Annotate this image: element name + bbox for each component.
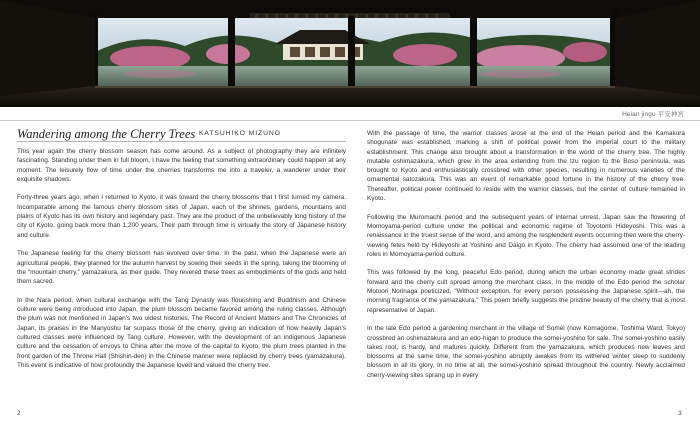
heian-jingu-photo bbox=[0, 0, 700, 107]
paragraph: Forty-three years ago, when I returned to Kyoto, it was toward the cherry blossoms that I first turned my camera. Incomparable among the famous cherry blossom sites of Japan, each of the shrines, gardens, mountains and plains of Kyoto has its own history and legendary past. They are the product of the unbelievably long history of the city of Kyoto, going back more than 1,200 years. Their path through time is virtually the story of Japanese history and culture. bbox=[17, 194, 346, 239]
page-number-right: 3 bbox=[678, 410, 682, 417]
paragraph: With the passage of time, the warrior classes arose at the end of the Heian period and the Kamakura shogunate was established, marking a shift of political power from the imperial court to the military establishment. This change also brought about a transformation in the world of the cherry tree. The highly mutable oshimazakura, which grew in the area extending from the Izu region to the Boso peninsula, was brought to Kyoto and enthusiastically crossbred with other species, resulting in numerous varieties of the ornamental satozakura. This was an event of remarkable good fortune in the history of the cherry tree. Thereafter, political power continued to reside with the warrior classes, but the center of culture remained in Kyoto. bbox=[367, 130, 685, 203]
page-number-left: 2 bbox=[17, 410, 21, 417]
right-column bbox=[367, 129, 685, 389]
article-title: Wandering among the Cherry Trees bbox=[17, 127, 196, 141]
left-column bbox=[17, 147, 346, 379]
paragraph: The Japanese feeling for the cherry blossom has evolved over time. In the past, when the Japanese were an agricultural people, they planned for the autumn harvest by sowing their seeds in the spring, taking the blooming of the “mountain cherry,” yamazakura, as their guide. They revered these trees as embodiments of the gods and held them sacred. bbox=[17, 250, 346, 286]
header-photo bbox=[0, 0, 700, 107]
title-divider bbox=[17, 141, 346, 142]
paragraph: Following the Muromachi period and the subsequent years of internal unrest, Japan saw the flowering of Momoyama-period culture under the political and economic regime of Toyotomi Hideyoshi. This was a renaissance in the truest sense of the word, and among the resplendent events occurring then were the cherry-viewing fetes held by Hideyoshi at Yoshino and Daigo in Kyoto. The cherry had assumed one of the leading roles in Momoyama-period culture. bbox=[367, 213, 685, 258]
divider bbox=[0, 120, 700, 121]
paragraph: In the late Edo period a gardening merchant in the village of Somei (now Komagome, Toshima Ward, Tokyo) crossbred an oshimazakura and an edo-higan to produce the somei-yoshino for sale. The somei-yoshino easily takes root, is hardy, and matures quickly. Different from the yamazakura, which produces new leaves and blossoms at the same time, the somei-yoshino abruptly awakes from its withered winter sleep to suddenly blossom in all its glory. In no time at all, the somei-yoshino spread throughout the country. Newly acclaimed cherry-viewing sites sprang up in every bbox=[367, 325, 685, 379]
paragraph: In the Nara period, when cultural exchange with the Tang Dynasty was flourishing and Buddhism and Chinese culture were being introduced into Japan, the plum blossom became favored among the ruling classes. Although the plum was not mentioned in Japan's two oldest histories, The Record of Ancient Matters and The Chronicles of Japan, its praises in the Manyoshu far surpass those of the cherry, giving an indication of how heavily Japan's cultured classes were influenced by Tang culture. However, with the development of an indigenous Japanese culture and the cessation of envoys to China after the move of the capital to Kyoto, the plum trees planted in the front garden of the Throne Hall (Shishin-den) in the Chinese manner were replaced by cherry trees (yamazakura). This event is indicative of how profoundly the Japanese loved and valued the cherry tree. bbox=[17, 296, 346, 369]
paragraph: This was followed by the long, peaceful Edo period, during which the urban economy made great strides forward and the cherry cult spread among the merchant class. In the middle of the Edo period the scholar Motoori Norinaga poeticized, “Without exception, for every person possessing the Japanese spirit—ah, the morning fragrance of the yamazakura.” This poem briefly suggests the pristine beauty of the cherry that is most representative of Japan. bbox=[367, 269, 685, 314]
article-author: KATSUHIKO MIZUNO bbox=[199, 130, 281, 137]
photo-caption: Heian jingu 平安神宮 bbox=[622, 111, 684, 118]
paragraph: This year again the cherry blossom season has come around. As a subject of photography they are infinitely fascinating. Standing under them in full bloom, I have the feeling that something extraordinary could happen at any moment. The leisurely flow of time under the cherries transforms me into a traveler, a wanderer under their exquisite shadows. bbox=[17, 148, 346, 183]
